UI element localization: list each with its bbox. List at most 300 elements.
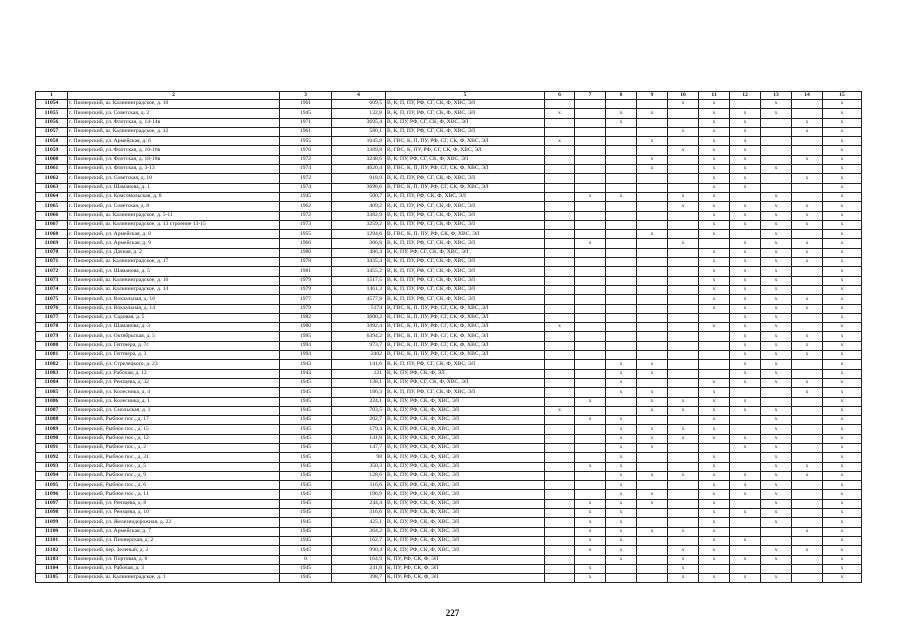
mark-cell-col13: х bbox=[761, 351, 792, 360]
structure-codes-cell: В, К, ПУ, РФ, СК, Ф, ХВС, ЭЛ bbox=[386, 397, 545, 406]
mark-cell-col8 bbox=[606, 304, 637, 313]
area-cell: 3455,2 bbox=[332, 267, 386, 276]
mark-cell-col8 bbox=[606, 239, 637, 248]
mark-cell-col6 bbox=[545, 267, 575, 276]
mark-cell-col12: х bbox=[730, 258, 761, 267]
year-built-cell: 1945 bbox=[280, 536, 332, 545]
mark-cell-col9 bbox=[637, 295, 668, 304]
mark-cell-col14 bbox=[792, 536, 823, 545]
mark-cell-col6 bbox=[545, 146, 575, 155]
mark-cell-col7: х bbox=[575, 527, 606, 536]
mark-cell-col6 bbox=[545, 276, 575, 285]
mark-cell-col11: х bbox=[699, 118, 730, 127]
area-cell: 162,7 bbox=[332, 536, 386, 545]
year-built-cell: 1972 bbox=[280, 174, 332, 183]
area-cell: 3259,2 bbox=[332, 220, 386, 229]
mark-cell-col12: х bbox=[730, 481, 761, 490]
mark-cell-col14: х bbox=[792, 220, 823, 229]
mark-cell-col7 bbox=[575, 118, 606, 127]
mark-cell-col9: х bbox=[637, 369, 668, 378]
table-row bbox=[36, 416, 862, 425]
mark-cell-col11: х bbox=[699, 471, 730, 480]
mark-cell-col12: х bbox=[730, 341, 761, 350]
table-row bbox=[36, 183, 862, 192]
mark-cell-col10 bbox=[668, 174, 699, 183]
record-id-cell: 11086 bbox=[36, 397, 68, 406]
address-cell: г. Пионерский, ул. Рабочая, д. 3 bbox=[68, 564, 280, 573]
table-row bbox=[36, 109, 862, 118]
year-built-cell: 1945 bbox=[280, 192, 332, 201]
record-id-cell: 11101 bbox=[36, 536, 68, 545]
mark-cell-col10: х bbox=[668, 434, 699, 443]
mark-cell-col8 bbox=[606, 276, 637, 285]
mark-cell-col11 bbox=[699, 313, 730, 322]
mark-cell-col9: х bbox=[637, 109, 668, 118]
mark-cell-col12 bbox=[730, 518, 761, 527]
mark-cell-col11 bbox=[699, 239, 730, 248]
mark-cell-col10: х bbox=[668, 397, 699, 406]
area-cell: 486,4 bbox=[332, 248, 386, 257]
column-header-10: 10 bbox=[668, 92, 699, 100]
mark-cell-col10 bbox=[668, 313, 699, 322]
record-id-cell: 11105 bbox=[36, 574, 68, 583]
mark-cell-col7: х bbox=[575, 462, 606, 471]
table-row bbox=[36, 118, 862, 127]
mark-cell-col14 bbox=[792, 406, 823, 415]
mark-cell-col14 bbox=[792, 285, 823, 294]
address-cell: г. Пионерский, ш. Калининградское, д. 13 строение 13-15 bbox=[68, 220, 280, 229]
mark-cell-col7 bbox=[575, 369, 606, 378]
mark-cell-col13: х bbox=[761, 332, 792, 341]
mark-cell-col15: х bbox=[823, 192, 862, 201]
mark-cell-col9 bbox=[637, 509, 668, 518]
mark-cell-col8 bbox=[606, 248, 637, 257]
table-row bbox=[36, 564, 862, 573]
mark-cell-col13: х bbox=[761, 462, 792, 471]
mark-cell-col8: х bbox=[606, 555, 637, 564]
mark-cell-col9: х bbox=[637, 443, 668, 452]
year-built-cell: 1980 bbox=[280, 323, 332, 332]
mark-cell-col15: х bbox=[823, 202, 862, 211]
mark-cell-col10 bbox=[668, 509, 699, 518]
registry-table bbox=[35, 91, 862, 583]
mark-cell-col13: х bbox=[761, 165, 792, 174]
mark-cell-col9 bbox=[637, 332, 668, 341]
mark-cell-col14: х bbox=[792, 332, 823, 341]
mark-cell-col9: х bbox=[637, 230, 668, 239]
mark-cell-col7 bbox=[575, 304, 606, 313]
structure-codes-cell: В, К, П, ПУ, РФ, СГ, СК, Ф, ХВС, ЭЛ bbox=[386, 100, 545, 109]
mark-cell-col7 bbox=[575, 109, 606, 118]
year-built-cell: 1994 bbox=[280, 341, 332, 350]
mark-cell-col8: х bbox=[606, 527, 637, 536]
address-cell: г. Пионерский, ул. Армейская, д. 7 bbox=[68, 527, 280, 536]
mark-cell-col11: х bbox=[699, 146, 730, 155]
record-id-cell: 11094 bbox=[36, 471, 68, 480]
mark-cell-col9 bbox=[637, 555, 668, 564]
mark-cell-col12: х bbox=[730, 137, 761, 146]
mark-cell-col10 bbox=[668, 183, 699, 192]
mark-cell-col14: х bbox=[792, 155, 823, 164]
record-id-cell: 11095 bbox=[36, 481, 68, 490]
structure-codes-cell: В, К, П, ПУ, РФ, СГ, СК, Ф, ХВС, ЭЛ bbox=[386, 285, 545, 294]
record-id-cell: 11069 bbox=[36, 239, 68, 248]
mark-cell-col9 bbox=[637, 304, 668, 313]
year-built-cell: 1966 bbox=[280, 239, 332, 248]
mark-cell-col11: х bbox=[699, 109, 730, 118]
record-id-cell: 11100 bbox=[36, 527, 68, 536]
address-cell: г. Пионерский, Рыбное пос., д. 9 bbox=[68, 471, 280, 480]
mark-cell-col10 bbox=[668, 230, 699, 239]
structure-codes-cell: В, К, П, ПУ, РФ, СГ, СК, Ф, ХВС, ЭЛ bbox=[386, 211, 545, 220]
area-cell: 350,3 bbox=[332, 462, 386, 471]
mark-cell-col14: х bbox=[792, 388, 823, 397]
structure-codes-cell: В, К, ПУ, РФ, СК, Ф, ХВС, ЭЛ bbox=[386, 471, 545, 480]
mark-cell-col6 bbox=[545, 564, 575, 573]
mark-cell-col12: х bbox=[730, 332, 761, 341]
mark-cell-col11 bbox=[699, 351, 730, 360]
record-id-cell: 11070 bbox=[36, 248, 68, 257]
mark-cell-col6 bbox=[545, 416, 575, 425]
record-id-cell: 11059 bbox=[36, 146, 68, 155]
mark-cell-col11: х bbox=[699, 100, 730, 109]
mark-cell-col6 bbox=[545, 100, 575, 109]
year-built-cell: 1945 bbox=[280, 546, 332, 555]
area-cell: 186,3 bbox=[332, 388, 386, 397]
address-cell: г. Пионерский, Рыбное пос., д. 12 bbox=[68, 434, 280, 443]
mark-cell-col14 bbox=[792, 313, 823, 322]
year-built-cell: 1995 bbox=[280, 332, 332, 341]
address-cell: г. Пионерский, Рыбное пос., д. 17 bbox=[68, 416, 280, 425]
table-row bbox=[36, 471, 862, 480]
mark-cell-col8 bbox=[606, 295, 637, 304]
mark-cell-col10: х bbox=[668, 574, 699, 583]
mark-cell-col7 bbox=[575, 202, 606, 211]
year-built-cell: 1962 bbox=[280, 202, 332, 211]
mark-cell-col15: х bbox=[823, 220, 862, 229]
mark-cell-col10: х bbox=[668, 425, 699, 434]
year-built-cell: 1980 bbox=[280, 248, 332, 257]
mark-cell-col7 bbox=[575, 490, 606, 499]
area-cell: 3695,4 bbox=[332, 118, 386, 127]
mark-cell-col14: х bbox=[792, 304, 823, 313]
address-cell: г. Пионерский, ул. Гептнера, д. 7г bbox=[68, 341, 280, 350]
structure-codes-cell: В, К, ПУ, РФ, СК, Ф, ХВС, ЭЛ bbox=[386, 481, 545, 490]
mark-cell-col7 bbox=[575, 285, 606, 294]
mark-cell-col15: х bbox=[823, 406, 862, 415]
area-cell: 98 bbox=[332, 453, 386, 462]
year-built-cell: 1955 bbox=[280, 230, 332, 239]
mark-cell-col9 bbox=[637, 323, 668, 332]
mark-cell-col8: х bbox=[606, 434, 637, 443]
mark-cell-col7: х bbox=[575, 564, 606, 573]
mark-cell-col15: х bbox=[823, 499, 862, 508]
mark-cell-col11: х bbox=[699, 267, 730, 276]
address-cell: г. Пионерский, ш. Калининградское, д. 10 bbox=[68, 100, 280, 109]
year-built-cell: 1945 bbox=[280, 109, 332, 118]
mark-cell-col13: х bbox=[761, 267, 792, 276]
mark-cell-col15: х bbox=[823, 536, 862, 545]
mark-cell-col9 bbox=[637, 462, 668, 471]
mark-cell-col9 bbox=[637, 267, 668, 276]
mark-cell-col9: х bbox=[637, 425, 668, 434]
record-id-cell: 11081 bbox=[36, 351, 68, 360]
mark-cell-col12: х bbox=[730, 490, 761, 499]
year-built-cell: 1945 bbox=[280, 509, 332, 518]
address-cell: г. Пионерский, Рыбное пос., д. 31 bbox=[68, 453, 280, 462]
mark-cell-col7: х bbox=[575, 536, 606, 545]
mark-cell-col7 bbox=[575, 406, 606, 415]
mark-cell-col12: х bbox=[730, 369, 761, 378]
mark-cell-col11: х bbox=[699, 211, 730, 220]
mark-cell-col14 bbox=[792, 165, 823, 174]
mark-cell-col12 bbox=[730, 499, 761, 508]
table-row bbox=[36, 220, 862, 229]
address-cell: г. Пионерский, ш. Калининградское, д. 14 bbox=[68, 285, 280, 294]
area-cell: 1517,5 bbox=[332, 276, 386, 285]
mark-cell-col15: х bbox=[823, 323, 862, 332]
mark-cell-col15: х bbox=[823, 509, 862, 518]
mark-cell-col11: х bbox=[699, 155, 730, 164]
mark-cell-col12 bbox=[730, 230, 761, 239]
mark-cell-col8: х bbox=[606, 443, 637, 452]
mark-cell-col12 bbox=[730, 527, 761, 536]
record-id-cell: 11076 bbox=[36, 304, 68, 313]
structure-codes-cell: В, К, ПУ, РФ, СК, Ф, ХВС, ЭЛ bbox=[386, 406, 545, 415]
mark-cell-col13: х bbox=[761, 425, 792, 434]
address-cell: г. Пионерский, ул. Флотская, д. 18-18в bbox=[68, 155, 280, 164]
mark-cell-col7: х bbox=[575, 397, 606, 406]
year-built-cell: 1945 bbox=[280, 443, 332, 452]
mark-cell-col8 bbox=[606, 165, 637, 174]
year-built-cell: 1979 bbox=[280, 276, 332, 285]
mark-cell-col9: х bbox=[637, 527, 668, 536]
mark-cell-col8: х bbox=[606, 490, 637, 499]
mark-cell-col9: х bbox=[637, 155, 668, 164]
structure-codes-cell: В, К, ПУ, РФ, СК, Ф, ХВС, ЭЛ bbox=[386, 434, 545, 443]
mark-cell-col8 bbox=[606, 230, 637, 239]
mark-cell-col14: х bbox=[792, 127, 823, 136]
mark-cell-col13: х bbox=[761, 276, 792, 285]
record-id-cell: 11065 bbox=[36, 202, 68, 211]
mark-cell-col8: х bbox=[606, 360, 637, 369]
mark-cell-col10 bbox=[668, 258, 699, 267]
address-cell: г. Пионерский, ул. Шаманова, д. 5 bbox=[68, 267, 280, 276]
mark-cell-col10 bbox=[668, 462, 699, 471]
mark-cell-col12: х bbox=[730, 471, 761, 480]
table-row bbox=[36, 174, 862, 183]
mark-cell-col13: х bbox=[761, 109, 792, 118]
mark-cell-col11: х bbox=[699, 304, 730, 313]
mark-cell-col8 bbox=[606, 100, 637, 109]
structure-codes-cell: В, К, ПУ, РФ, СК, Ф, ХВС, ЭЛ bbox=[386, 425, 545, 434]
column-header-11: 11 bbox=[699, 92, 730, 100]
structure-codes-cell: В, К, ПУ, РФ, СК, Ф, ХВС, ЭЛ bbox=[386, 546, 545, 555]
mark-cell-col15: х bbox=[823, 118, 862, 127]
address-cell: г. Пионерский, ш. Калининградское, д. 16 bbox=[68, 276, 280, 285]
mark-cell-col6 bbox=[545, 220, 575, 229]
area-cell: 3435,4 bbox=[332, 258, 386, 267]
mark-cell-col8 bbox=[606, 351, 637, 360]
structure-codes-cell: В, К, П, ПУ, РФ, СГ, СК, Ф, ХВС, ЭЛ bbox=[386, 276, 545, 285]
mark-cell-col12: х bbox=[730, 183, 761, 192]
mark-cell-col11: х bbox=[699, 165, 730, 174]
mark-cell-col13 bbox=[761, 127, 792, 136]
mark-cell-col15: х bbox=[823, 564, 862, 573]
record-id-cell: 11084 bbox=[36, 378, 68, 387]
record-id-cell: 11061 bbox=[36, 165, 68, 174]
mark-cell-col14 bbox=[792, 323, 823, 332]
mark-cell-col12: х bbox=[730, 248, 761, 257]
record-id-cell: 11058 bbox=[36, 137, 68, 146]
mark-cell-col13: х bbox=[761, 239, 792, 248]
table-row bbox=[36, 295, 862, 304]
table-header-row bbox=[36, 92, 862, 100]
area-cell: 3389,8 bbox=[332, 146, 386, 155]
mark-cell-col10: х bbox=[668, 202, 699, 211]
mark-cell-col12: х bbox=[730, 127, 761, 136]
mark-cell-col14 bbox=[792, 183, 823, 192]
mark-cell-col6 bbox=[545, 211, 575, 220]
mark-cell-col8 bbox=[606, 137, 637, 146]
mark-cell-col11: х bbox=[699, 378, 730, 387]
mark-cell-col6 bbox=[545, 555, 575, 564]
mark-cell-col8 bbox=[606, 183, 637, 192]
address-cell: г. Пионерский, ул. Портовая, д. 8 bbox=[68, 555, 280, 564]
mark-cell-col10 bbox=[668, 518, 699, 527]
address-cell: г. Пионерский, ул. Армейская, д. 6 bbox=[68, 137, 280, 146]
mark-cell-col14: х bbox=[792, 248, 823, 257]
table-row bbox=[36, 267, 862, 276]
mark-cell-col7: х bbox=[575, 509, 606, 518]
mark-cell-col7 bbox=[575, 165, 606, 174]
year-built-cell: 1945 bbox=[280, 397, 332, 406]
mark-cell-col10: х bbox=[668, 100, 699, 109]
mark-cell-col7 bbox=[575, 434, 606, 443]
mark-cell-col10 bbox=[668, 137, 699, 146]
mark-cell-col13: х bbox=[761, 360, 792, 369]
mark-cell-col11 bbox=[699, 443, 730, 452]
structure-codes-cell: В, ГВС, К, П, ПУ, РФ, СГ, СК, Ф, ХВС, ЭЛ bbox=[386, 137, 545, 146]
mark-cell-col7 bbox=[575, 146, 606, 155]
address-cell: г. Пионерский, Рыбное пос., д. 15 bbox=[68, 425, 280, 434]
mark-cell-col15: х bbox=[823, 313, 862, 322]
mark-cell-col11 bbox=[699, 341, 730, 350]
area-cell: 306,8 bbox=[332, 239, 386, 248]
mark-cell-col9 bbox=[637, 118, 668, 127]
mark-cell-col15: х bbox=[823, 462, 862, 471]
mark-cell-col15: х bbox=[823, 174, 862, 183]
year-built-cell: 1977 bbox=[280, 295, 332, 304]
table-row bbox=[36, 230, 862, 239]
record-id-cell: 11085 bbox=[36, 388, 68, 397]
area-cell: 147,7 bbox=[332, 443, 386, 452]
record-id-cell: 11102 bbox=[36, 546, 68, 555]
record-id-cell: 11067 bbox=[36, 220, 68, 229]
mark-cell-col7: х bbox=[575, 518, 606, 527]
mark-cell-col8: х bbox=[606, 499, 637, 508]
structure-codes-cell: В, К, ПУ, РФ, СГ, СК, Ф, ХВС, ЭЛ bbox=[386, 118, 545, 127]
mark-cell-col6 bbox=[545, 155, 575, 164]
table-row bbox=[36, 425, 862, 434]
table-row bbox=[36, 323, 862, 332]
mark-cell-col11 bbox=[699, 564, 730, 573]
mark-cell-col6 bbox=[545, 360, 575, 369]
mark-cell-col7: х bbox=[575, 192, 606, 201]
address-cell: г. Пионерский, ул. Армейская, д. 8 bbox=[68, 230, 280, 239]
record-id-cell: 11098 bbox=[36, 509, 68, 518]
address-cell: г. Пионерский, ул. Советская, д. 2 bbox=[68, 109, 280, 118]
mark-cell-col12 bbox=[730, 192, 761, 201]
record-id-cell: 11075 bbox=[36, 295, 68, 304]
record-id-cell: 11079 bbox=[36, 332, 68, 341]
structure-codes-cell: В, ГВС, К, П, ПУ, РФ, СГ, СК, Ф, ХВС, ЭЛ bbox=[386, 351, 545, 360]
mark-cell-col13: х bbox=[761, 481, 792, 490]
column-header-8: 8 bbox=[606, 92, 637, 100]
area-cell: 196,9 bbox=[332, 490, 386, 499]
mark-cell-col8: х bbox=[606, 109, 637, 118]
mark-cell-col12: х bbox=[730, 118, 761, 127]
mark-cell-col9: х bbox=[637, 471, 668, 480]
mark-cell-col7 bbox=[575, 230, 606, 239]
record-id-cell: 11091 bbox=[36, 443, 68, 452]
mark-cell-col9: х bbox=[637, 137, 668, 146]
area-cell: 6394,2 bbox=[332, 332, 386, 341]
year-built-cell: 1945 bbox=[280, 416, 332, 425]
table-row bbox=[36, 509, 862, 518]
mark-cell-col12: х bbox=[730, 509, 761, 518]
structure-codes-cell: В, К, ПУ, РФ, СК, Ф, ЭЛ bbox=[386, 369, 545, 378]
address-cell: г. Пионерский, ул. Стрелецкого, д. 23 bbox=[68, 360, 280, 369]
address-cell: г. Пионерский, ул. Вокзальная, д. 16 bbox=[68, 295, 280, 304]
mark-cell-col10 bbox=[668, 155, 699, 164]
mark-cell-col11: х bbox=[699, 490, 730, 499]
structure-codes-cell: В, К, ПУ, РФ, СК, Ф, ХВС, ЭЛ bbox=[386, 518, 545, 527]
table-row bbox=[36, 555, 862, 564]
mark-cell-col13 bbox=[761, 174, 792, 183]
mark-cell-col12: х bbox=[730, 360, 761, 369]
mark-cell-col12: х bbox=[730, 146, 761, 155]
mark-cell-col15: х bbox=[823, 443, 862, 452]
table-row bbox=[36, 397, 862, 406]
area-cell: 5174 bbox=[332, 304, 386, 313]
table-row bbox=[36, 536, 862, 545]
mark-cell-col8: х bbox=[606, 536, 637, 545]
area-cell: 316,6 bbox=[332, 509, 386, 518]
mark-cell-col9 bbox=[637, 481, 668, 490]
mark-cell-col7 bbox=[575, 100, 606, 109]
address-cell: г. Пионерский, ул. Рензцева, д. 10 bbox=[68, 509, 280, 518]
mark-cell-col12: х bbox=[730, 295, 761, 304]
mark-cell-col15: х bbox=[823, 165, 862, 174]
mark-cell-col15: х bbox=[823, 527, 862, 536]
mark-cell-col8 bbox=[606, 574, 637, 583]
mark-cell-col9 bbox=[637, 313, 668, 322]
year-built-cell: 1961 bbox=[280, 100, 332, 109]
address-cell: г. Пионерский, ш. Калининградское, д. 17 bbox=[68, 258, 280, 267]
mark-cell-col7 bbox=[575, 341, 606, 350]
mark-cell-col12: х bbox=[730, 536, 761, 545]
structure-codes-cell: В, ГВС, К, П, ПУ, РФ, СГ, СК, Ф, ХВС, ЭЛ bbox=[386, 304, 545, 313]
mark-cell-col12: х bbox=[730, 555, 761, 564]
year-built-cell: 1945 bbox=[280, 462, 332, 471]
mark-cell-col8 bbox=[606, 146, 637, 155]
mark-cell-col9 bbox=[637, 416, 668, 425]
mark-cell-col13: х bbox=[761, 211, 792, 220]
column-header-5: 5 bbox=[386, 92, 545, 100]
mark-cell-col14 bbox=[792, 192, 823, 201]
mark-cell-col8: х bbox=[606, 546, 637, 555]
